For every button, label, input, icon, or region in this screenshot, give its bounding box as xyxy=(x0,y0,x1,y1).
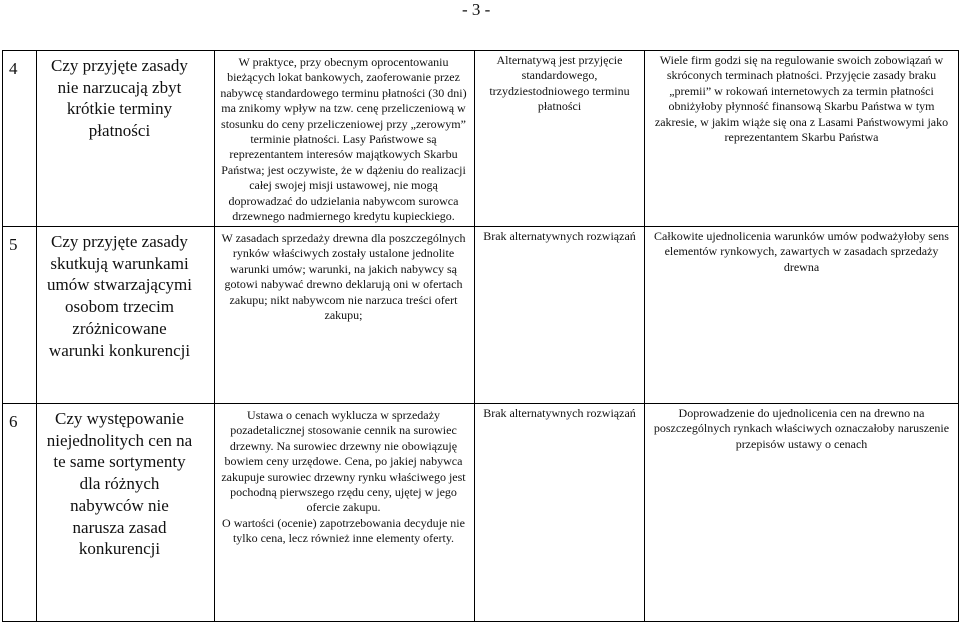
table-row xyxy=(3,227,959,404)
row-number: 4 xyxy=(3,51,37,227)
description-paragraph: W praktyce, przy obecnym oprocentowaniu bieżących lokat bankowych, zaoferowanie przez nabywcę standardowego terminu płatności (30 dni) ma znikomy wpływ na tzw. cenę przeliczeniową w stosunku do ceny przeliczeniowej przy „zerowym” terminie płatności. Lasy Państwowe są reprezentantem interesów majątkowych Skarbu Państwa; jest oczywiste, że w dążeniu do realizacji całej swojej misji ustawowej, nie mogą doprowadzać do udzielania nabywcom surowca drzewnego nadmiernego kredytu kupieckiego. xyxy=(220,55,467,224)
description-paragraph: Ustawa o cenach wyklucza w sprzedaży pozadetalicznej stosowanie cennik na surowiec drzewny. Na surowiec drzewny nie obowiązuję bowiem ceny urzędowe. Cena, po jakiej nabywca zakupuje surowiec drzewny rynku właściwego jest pochodną pierwszego rzędu ceny, ujętej w jego ofercie zakupu. xyxy=(221,408,466,515)
table-row xyxy=(3,51,959,227)
question-cell: Czy przyjęte zasady skutkują warunkami umów stwarzającymi osobom trzecim zróżnicowane warunki konkurencji xyxy=(37,227,215,404)
description-cell xyxy=(215,51,475,227)
effect-cell: Całkowite ujednolicenia warunków umów podważyłoby sens elementów rynkowych, zawartych w zasadach sprzedaży drewna xyxy=(645,227,959,404)
description-cell xyxy=(215,404,475,622)
question-cell: Czy występowanie niejednolitych cen na te same sortymenty dla różnych nabywców nie narusza zasad konkurencji xyxy=(37,404,215,622)
question-cell: Czy przyjęte zasady nie narzucają zbyt krótkie terminy płatności xyxy=(37,51,215,227)
row-number: 6 xyxy=(3,404,37,622)
alternative-cell: Alternatywą jest przyjęcie standardowego, trzydziestodniowego terminu płatności xyxy=(475,51,645,227)
page-number: - 3 - xyxy=(462,0,491,19)
row-number: 5 xyxy=(3,227,37,404)
description-paragraph: O wartości (ocenie) zapotrzebowania decyduje nie tylko cena, lecz również inne elementy oferty. xyxy=(222,515,465,546)
effect-cell: Doprowadzenie do ujednolicenia cen na drewno na poszczególnych rynkach właściwych oznaczałoby naruszenie przepisów ustawy o cenach xyxy=(645,404,959,622)
description-paragraph: W zasadach sprzedaży drewna dla poszczególnych rynków właściwych zostały ustalone jednolite warunki umów; warunki, na jakich nabywcy są gotowi nabywać drewno deklarują oni w ofertach zakupu; nikt nabywcom nie narzuca treści ofert zakupu; xyxy=(221,231,466,323)
alternative-cell: Brak alternatywnych rozwiązań xyxy=(475,404,645,622)
table-row xyxy=(3,404,959,622)
alternative-cell: Brak alternatywnych rozwiązań xyxy=(475,227,645,404)
analysis-table xyxy=(2,50,959,622)
description-cell xyxy=(215,227,475,404)
effect-cell: Wiele firm godzi się na regulowanie swoich zobowiązań w skróconych terminach płatności. Przyjęcie zasady braku „premii” w rokowań internetowych za termin płatności obniżyłoby płynność finansową Skarbu Państwa w tym zakresie, w jakim wiąże się ona z Lasami Państwowymi jako reprezentantem Skarbu Państwa xyxy=(645,51,959,227)
